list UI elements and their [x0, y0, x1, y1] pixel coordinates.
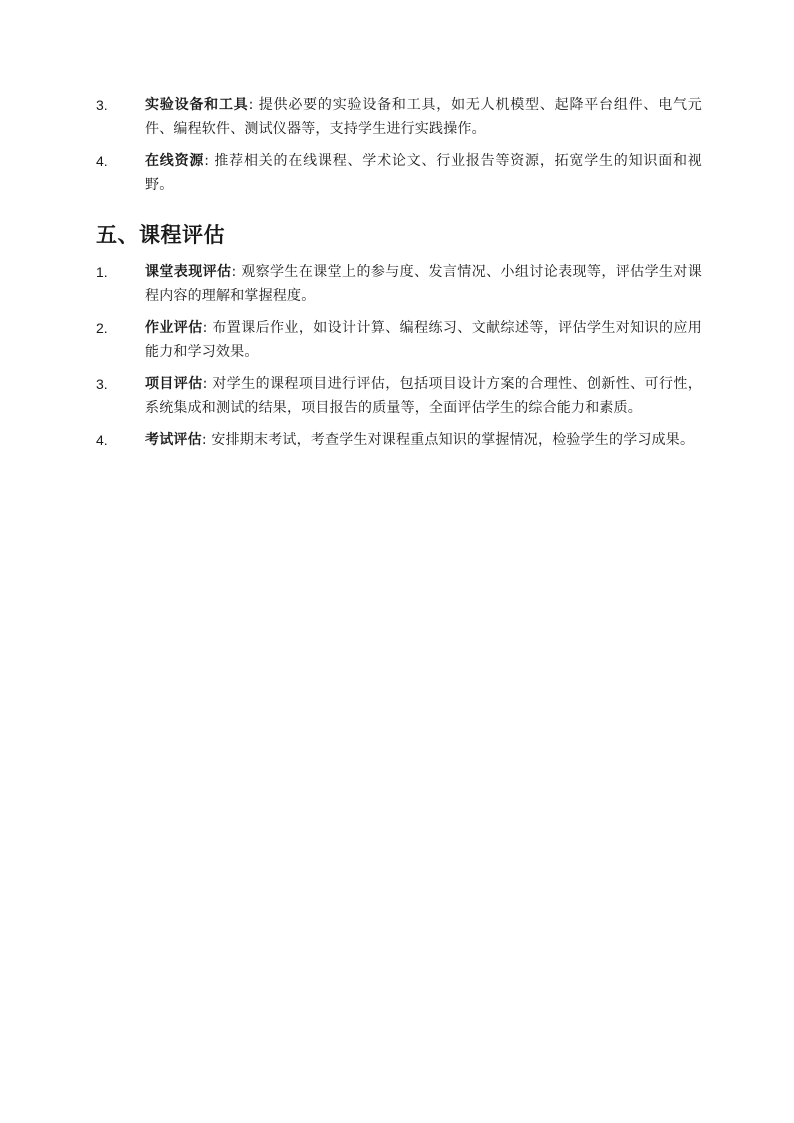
item-text: 安排期末考试，考查学生对课程重点知识的掌握情况，检验学生的学习成果。 [211, 432, 695, 448]
section-heading: 五、课程评估 [96, 223, 225, 247]
item-term: 在线资源 [145, 153, 205, 169]
item-text: 推荐相关的在线课程、学术论文、行业报告等资源，拓宽学生的知识面和视野。 [145, 153, 702, 193]
list-item [96, 93, 702, 141]
item-colon: : [231, 264, 237, 280]
item-body [145, 372, 702, 420]
item-number: 1. [96, 264, 108, 280]
item-term: 实验设备和工具 [145, 97, 249, 113]
list-item [96, 260, 702, 308]
list-item [96, 372, 702, 420]
item-number: 3. [96, 97, 108, 113]
item-colon: : [204, 153, 210, 169]
evaluation-list [96, 260, 702, 452]
resources-list [96, 93, 702, 197]
item-number: 2. [96, 320, 108, 336]
item-colon: : [202, 320, 208, 336]
item-body [145, 93, 702, 141]
item-text: 布置课后作业，如设计计算、编程练习、文献综述等，评估学生对知识的应用能力和学习效果。 [145, 320, 702, 360]
item-colon: : [248, 97, 254, 113]
item-number: 4. [96, 153, 108, 169]
list-item [96, 428, 702, 452]
item-number: 4. [96, 432, 108, 448]
list-item [96, 316, 702, 364]
item-body [145, 149, 702, 197]
item-text: 提供必要的实验设备和工具，如无人机模型、起降平台组件、电气元件、编程软件、测试仪器等，支持学生进行实践操作。 [145, 97, 703, 137]
item-body [145, 316, 702, 364]
item-colon: : [202, 376, 208, 392]
item-colon: : [201, 432, 207, 448]
item-term: 考试评估 [145, 432, 202, 448]
list-item [96, 149, 702, 197]
item-text: 对学生的课程项目进行评估，包括项目设计方案的合理性、创新性、可行性，系统集成和测试的结果，项目报告的质量等，全面评估学生的综合能力和素质。 [145, 376, 702, 416]
item-term: 项目评估 [145, 376, 203, 392]
item-term: 作业评估 [145, 320, 203, 336]
item-text: 观察学生在课堂上的参与度、发言情况、小组讨论表现等，评估学生对课程内容的理解和掌握程度。 [145, 264, 702, 304]
item-number: 3. [96, 376, 108, 392]
item-body [145, 260, 702, 308]
item-body [145, 428, 702, 452]
item-term: 课堂表现评估 [145, 264, 232, 280]
